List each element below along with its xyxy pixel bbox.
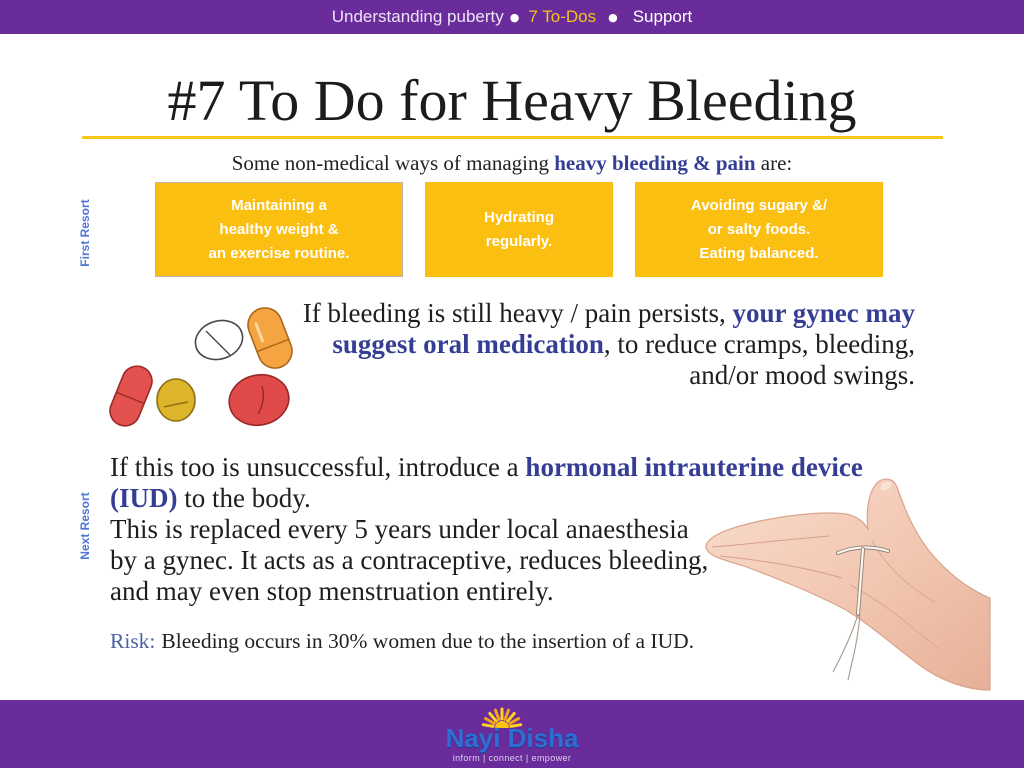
red-round-pill [224, 369, 293, 430]
iud-text: If this too is unsuccessful, introduce a [110, 452, 526, 482]
logo-name: Nayi Disha [445, 723, 579, 753]
medication-highlight: suggest oral medication [332, 329, 604, 359]
tip-box-line: Avoiding sugary &/ [690, 196, 828, 214]
medication-line: and/or mood swings. [689, 360, 915, 390]
intro-text: Some non-medical ways of managing [231, 151, 555, 175]
iud-line: This is replaced every 5 years under local anaesthesia [110, 514, 689, 544]
pills-illustration [100, 300, 300, 435]
medication-highlight: your gynec may [732, 298, 915, 328]
iud-text: to the body. [177, 483, 311, 513]
iud-line: and may even stop menstruation entirely. [110, 576, 554, 606]
iud-line: by a gynec. It acts as a contraceptive, reduces bleeding, [110, 545, 709, 575]
nav-link-7-to-dos[interactable]: 7 To-Dos [528, 7, 597, 26]
tip-box-line: regularly. [485, 232, 553, 250]
tip-box-weight-exercise [155, 182, 403, 277]
risk-note [110, 628, 694, 654]
iud-highlight: hormonal intrauterine device [525, 452, 863, 482]
risk-label: Risk: [110, 629, 156, 653]
tip-box-line: healthy weight & [219, 220, 339, 238]
orange-capsule-pill [243, 303, 297, 373]
intro-highlight: heavy bleeding & pain [554, 151, 756, 175]
risk-text: Bleeding occurs in 30% women due to the insertion of a IUD. [161, 629, 695, 653]
footer-bar [0, 700, 1024, 768]
white-oval-pill [190, 315, 247, 366]
iud-line [110, 452, 863, 483]
intro-text-end: are: [755, 151, 793, 175]
tip-box-balanced-eating [635, 182, 883, 277]
first-resort-label: First Resort [78, 199, 92, 267]
title-underline-divider [82, 136, 943, 139]
yellow-round-pill [157, 379, 195, 421]
nayi-disha-logo [440, 702, 584, 766]
tip-box-line: Maintaining a [231, 196, 327, 214]
next-resort-label: Next Resort [78, 492, 92, 560]
top-navigation-bar [0, 0, 1024, 34]
oral-medication-paragraph [303, 298, 915, 391]
medication-line [303, 298, 915, 329]
tip-box-line: Eating balanced. [699, 244, 819, 262]
tip-box-hydrating [425, 182, 613, 277]
page-title: #7 To Do for Heavy Bleeding [167, 68, 857, 133]
medication-line [303, 329, 915, 360]
nav-link-understanding-puberty[interactable]: Understanding puberty [331, 7, 504, 26]
medication-text: If bleeding is still heavy / pain persists, [302, 298, 733, 328]
tip-box-line: or salty foods. [707, 220, 811, 238]
iud-paragraph [110, 452, 863, 607]
medication-text: , to reduce cramps, bleeding, [603, 329, 915, 359]
nav-separator-dot: ● [509, 10, 520, 24]
tip-box-line: an exercise routine. [208, 244, 350, 262]
logo-tagline: inform | connect | empower [452, 753, 572, 763]
intro-sentence [0, 151, 1024, 175]
tip-box-line: Hydrating [483, 208, 554, 226]
red-capsule-pill [105, 362, 156, 431]
iud-highlight: (IUD) [110, 483, 178, 513]
nav-separator-dot: ● [608, 10, 618, 24]
nav-link-support[interactable]: Support [632, 7, 693, 26]
iud-line [110, 483, 863, 514]
